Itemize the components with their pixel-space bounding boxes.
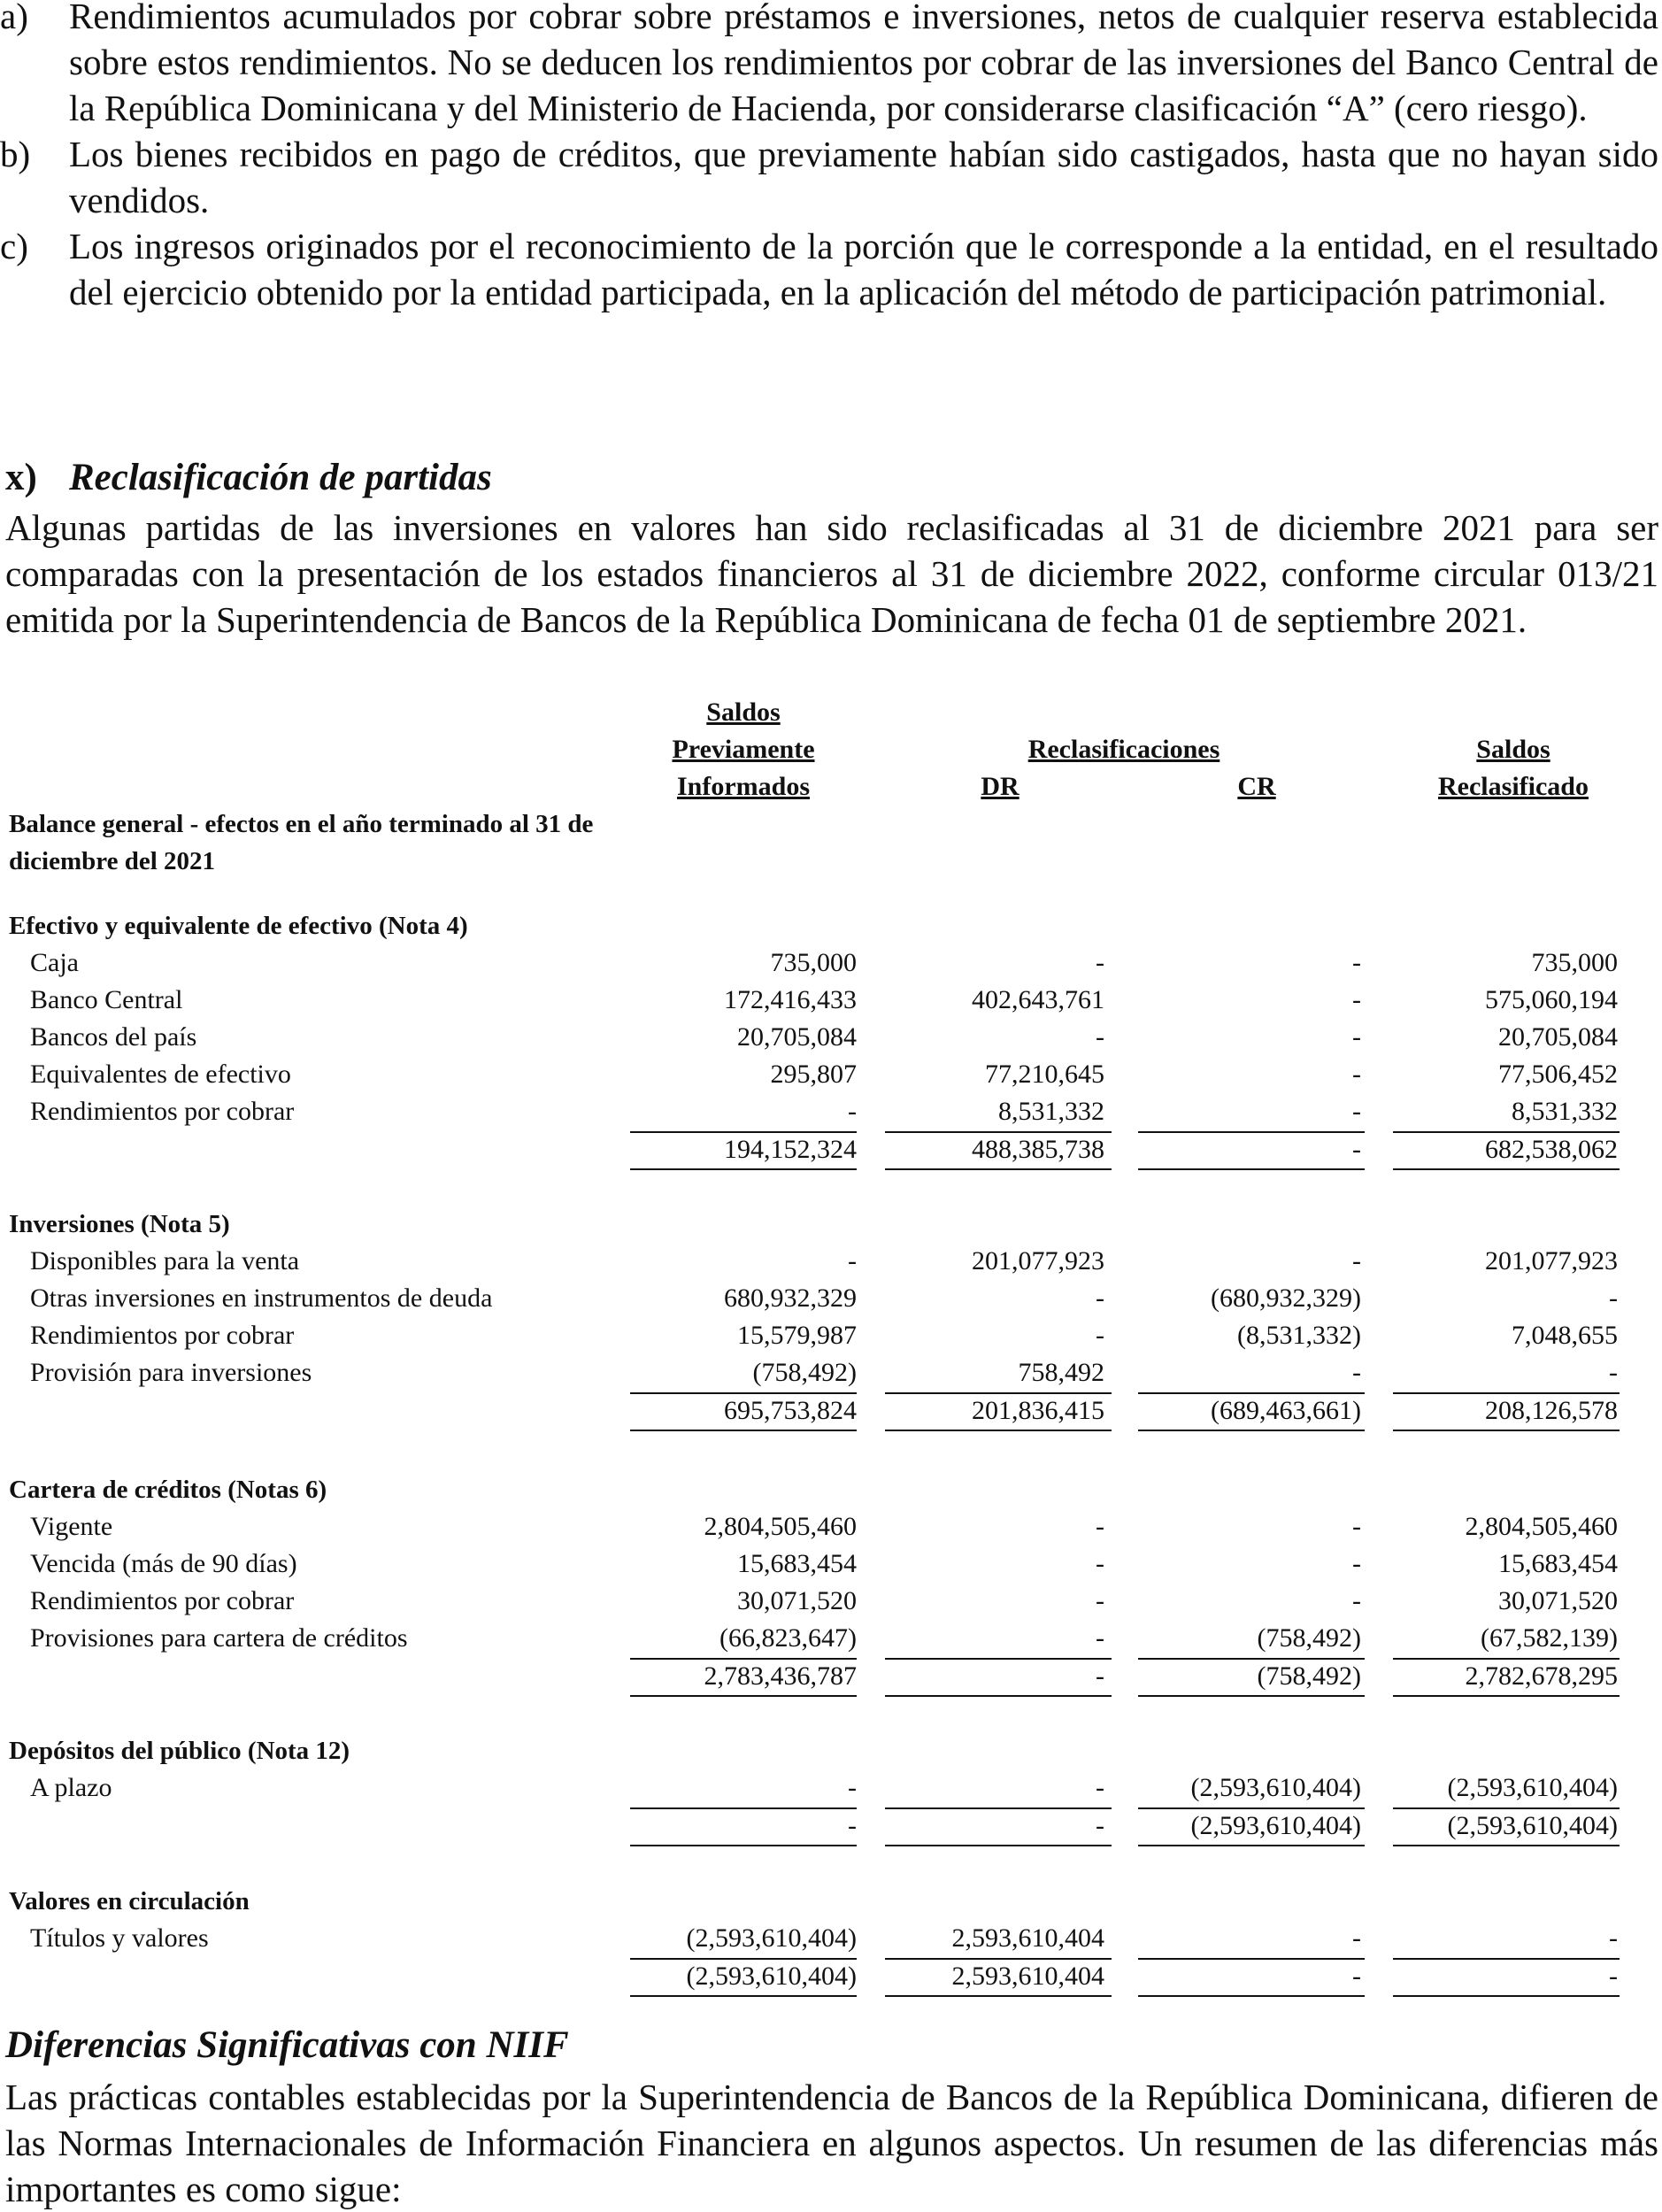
total-rule-bottom <box>1393 1430 1620 1431</box>
total-rule-bottom <box>885 1995 1112 1997</box>
list-text: Rendimientos acumulados por cobrar sobre préstamos e inversiones, netos de cualquier reserva establecida sobre estos rendimientos. No se deducen los rendimientos por cobrar de las inversiones del Banco Central de la República Dominicana y del Ministerio de Hacienda, por considerarse clasificación “A” (cero riesgo). <box>69 0 1658 128</box>
total-col4: 2,782,678,295 <box>1465 1661 1618 1691</box>
cell-col3: (2,593,610,404) <box>1190 1773 1361 1802</box>
row-label: Disponibles para la venta <box>30 1246 300 1276</box>
cell-col4: - <box>1609 1283 1618 1313</box>
cell-col3: - <box>1352 948 1361 977</box>
cell-col3: (680,932,329) <box>1211 1283 1361 1313</box>
table-row <box>0 1621 1662 1656</box>
total-col1: 194,152,324 <box>724 1135 857 1164</box>
total-col4: (2,593,610,404) <box>1447 1811 1618 1840</box>
row-label: Rendimientos por cobrar <box>30 1586 295 1615</box>
total-col2: - <box>1096 1661 1104 1691</box>
cell-col4: 15,683,454 <box>1498 1549 1618 1578</box>
cell-col1: 735,000 <box>770 948 857 977</box>
balance-title: Balance general - efectos en el año terminado al 31 de diciembre del 2021 <box>9 810 594 875</box>
header-previamente: Previamente <box>672 735 815 764</box>
cell-col4: (67,582,139) <box>1481 1623 1618 1653</box>
header-reclasificado: Reclasificado <box>1438 772 1589 801</box>
table-row <box>0 1584 1662 1619</box>
cell-col3: (8,531,332) <box>1237 1321 1361 1350</box>
cell-col3: - <box>1352 1060 1361 1089</box>
list-marker: a) <box>0 0 28 36</box>
cell-col1: (758,492) <box>752 1358 857 1387</box>
cell-col3: - <box>1352 1022 1361 1052</box>
cell-col4: 30,071,520 <box>1498 1586 1618 1615</box>
total-rule-bottom <box>885 1168 1112 1170</box>
header-cr: CR <box>1237 772 1276 801</box>
cell-col3: - <box>1352 1549 1361 1578</box>
row-label: Banco Central <box>30 985 183 1014</box>
cell-col2: - <box>1096 1022 1104 1052</box>
row-label: Vencida (más de 90 días) <box>30 1549 297 1578</box>
total-col1: 695,753,824 <box>724 1396 857 1425</box>
cell-col1: 680,932,329 <box>724 1283 857 1313</box>
cell-col3: - <box>1352 1923 1361 1953</box>
cell-col1: 30,071,520 <box>737 1586 857 1615</box>
total-rule-bottom <box>1138 1430 1365 1431</box>
total-col3: (758,492) <box>1257 1661 1361 1691</box>
total-col2: 2,593,610,404 <box>951 1962 1104 1991</box>
table-row <box>0 1094 1662 1129</box>
row-label: Rendimientos por cobrar <box>30 1097 295 1126</box>
table-row <box>0 1281 1662 1316</box>
total-row <box>0 1393 1662 1429</box>
cell-col2: 8,531,332 <box>998 1097 1104 1126</box>
total-col1: - <box>848 1811 857 1840</box>
total-rule-bottom <box>885 1430 1112 1431</box>
total-rule-bottom <box>1138 1845 1365 1846</box>
row-label: Títulos y valores <box>30 1923 209 1953</box>
cell-col4: 77,506,452 <box>1498 1060 1618 1089</box>
total-rule-bottom <box>630 1995 857 1997</box>
cell-col4: (2,593,610,404) <box>1447 1773 1618 1802</box>
cell-col3: - <box>1352 1246 1361 1276</box>
cell-col2: - <box>1096 1549 1104 1578</box>
row-label: Caja <box>30 948 79 977</box>
section-niif-paragraph: Las prácticas contables establecidas por la Superintendencia de Bancos de la República Dominicana, difieren de las Normas Internacionales de Información Financiera en algunos aspectos. Un resumen de las diferencias más importantes es como sigue: <box>5 2077 1658 2209</box>
row-label: Equivalentes de efectivo <box>30 1060 291 1089</box>
total-col1: (2,593,610,404) <box>686 1962 857 1991</box>
table-row <box>0 1921 1662 1956</box>
total-rule-bottom <box>1393 1168 1620 1170</box>
cell-col4: 575,060,194 <box>1485 985 1618 1014</box>
total-rule-bottom <box>1138 1995 1365 1997</box>
cell-col2: - <box>1096 1512 1104 1541</box>
group-title-efectivo: Efectivo y equivalente de efectivo (Nota 4) <box>9 912 468 940</box>
group-title-valores: Valores en circulación <box>9 1887 250 1915</box>
group-title-depositos: Depósitos del público (Nota 12) <box>9 1737 350 1765</box>
table-row <box>0 1057 1662 1092</box>
total-col3: (689,463,661) <box>1211 1396 1361 1425</box>
cell-col2: 402,643,761 <box>972 985 1104 1014</box>
group-title-inversiones: Inversiones (Nota 5) <box>9 1210 230 1238</box>
cell-col1: 15,683,454 <box>737 1549 857 1578</box>
group-title-cartera: Cartera de créditos (Notas 6) <box>9 1476 327 1504</box>
cell-col1: 15,579,987 <box>737 1321 857 1350</box>
total-col2: - <box>1096 1811 1104 1840</box>
total-rule-bottom <box>630 1695 857 1697</box>
list-text: Los bienes recibidos en pago de créditos, que previamente habían sido castigados, hasta que no hayan sido vendidos. <box>69 134 1658 220</box>
table-row <box>0 945 1662 981</box>
row-label: Bancos del país <box>30 1022 197 1052</box>
total-col4: 682,538,062 <box>1485 1135 1618 1164</box>
cell-col4: 20,705,084 <box>1498 1022 1618 1052</box>
total-row <box>0 1808 1662 1844</box>
cell-col3: - <box>1352 1358 1361 1387</box>
cell-col4: 2,804,505,460 <box>1465 1512 1618 1541</box>
total-col1: 2,783,436,787 <box>704 1661 857 1691</box>
cell-col1: 2,804,505,460 <box>704 1512 857 1541</box>
cell-col1: 295,807 <box>770 1060 857 1089</box>
cell-col4: - <box>1609 1923 1618 1953</box>
total-row <box>0 1132 1662 1168</box>
cell-col1: - <box>848 1246 857 1276</box>
total-col3: (2,593,610,404) <box>1190 1811 1361 1840</box>
total-rule-bottom <box>1138 1695 1365 1697</box>
total-col4: 208,126,578 <box>1485 1396 1618 1425</box>
cell-col1: 20,705,084 <box>737 1022 857 1052</box>
total-col3: - <box>1352 1135 1361 1164</box>
section-niif-heading: Diferencias Significativas con NIIF <box>5 2024 569 2066</box>
total-row <box>0 1959 1662 1994</box>
total-rule-bottom <box>885 1695 1112 1697</box>
list-text: Los ingresos originados por el reconocimiento de la porción que le corresponde a la entidad, en el resultado del ejercicio obtenido por la entidad participada, en la aplicación del método de participación patrimonial. <box>69 226 1658 312</box>
cell-col4: - <box>1609 1358 1618 1387</box>
total-rule-bottom <box>1393 1845 1620 1846</box>
cell-col1: (2,593,610,404) <box>686 1923 857 1953</box>
table-row <box>0 1244 1662 1279</box>
cell-col1: - <box>848 1773 857 1802</box>
table-row <box>0 1509 1662 1545</box>
table-row <box>0 1546 1662 1582</box>
table-row <box>0 1355 1662 1391</box>
total-col4: - <box>1609 1962 1618 1991</box>
total-rule-bottom <box>885 1845 1112 1846</box>
table-row <box>0 1770 1662 1806</box>
total-rule-bottom <box>1138 1168 1365 1170</box>
section-x-paragraph: Algunas partidas de las inversiones en valores han sido reclasificadas al 31 de diciembre 2021 para ser comparadas con la presentación de los estados financieros al 31 de diciembre 2022, conforme circular 013/21 emitida por la Superintendencia de Bancos de la República Dominicana de fecha 01 de septiembre 2021. <box>5 507 1658 640</box>
cell-col3: - <box>1352 985 1361 1014</box>
cell-col3: - <box>1352 1097 1361 1126</box>
total-row <box>0 1659 1662 1694</box>
header-dr: DR <box>981 772 1020 801</box>
section-title: Reclasificación de partidas <box>69 457 492 498</box>
table-row <box>0 983 1662 1018</box>
total-rule-bottom <box>630 1430 857 1431</box>
row-label: Provisiones para cartera de créditos <box>30 1623 408 1653</box>
total-col2: 488,385,738 <box>972 1135 1104 1164</box>
cell-col1: 172,416,433 <box>724 985 857 1014</box>
cell-col4: 735,000 <box>1531 948 1618 977</box>
cell-col4: 8,531,332 <box>1512 1097 1618 1126</box>
cell-col4: 201,077,923 <box>1485 1246 1618 1276</box>
cell-col1: (66,823,647) <box>719 1623 857 1653</box>
total-rule-bottom <box>630 1845 857 1846</box>
row-label: A plazo <box>30 1773 112 1802</box>
cell-col3: - <box>1352 1512 1361 1541</box>
total-rule-bottom <box>630 1168 857 1170</box>
cell-col2: - <box>1096 1773 1104 1802</box>
header-informados: Informados <box>676 772 810 801</box>
section-marker: x) <box>5 457 37 498</box>
header-saldos-4: Saldos <box>1476 735 1550 764</box>
cell-col2: - <box>1096 1321 1104 1350</box>
row-label: Vigente <box>30 1512 113 1541</box>
total-rule-bottom <box>1393 1695 1620 1697</box>
cell-col4: 7,048,655 <box>1512 1321 1618 1350</box>
row-label: Otras inversiones en instrumentos de deuda <box>30 1283 493 1313</box>
total-col2: 201,836,415 <box>972 1396 1104 1425</box>
cell-col2: 77,210,645 <box>985 1060 1104 1089</box>
header-saldos-1: Saldos <box>706 698 781 727</box>
total-col3: - <box>1352 1962 1361 1991</box>
cell-col2: 201,077,923 <box>972 1246 1104 1276</box>
cell-col2: - <box>1096 1623 1104 1653</box>
table-row <box>0 1318 1662 1353</box>
list-marker: c) <box>0 226 28 266</box>
cell-col3: (758,492) <box>1257 1623 1361 1653</box>
cell-col2: - <box>1096 948 1104 977</box>
table-row <box>0 1020 1662 1055</box>
cell-col2: - <box>1096 1586 1104 1615</box>
cell-col3: - <box>1352 1586 1361 1615</box>
header-reclasificaciones: Reclasificaciones <box>1027 735 1220 764</box>
total-rule-bottom <box>1393 1995 1620 1997</box>
cell-col2: - <box>1096 1283 1104 1313</box>
cell-col1: - <box>848 1097 857 1126</box>
row-label: Provisión para inversiones <box>30 1358 312 1387</box>
list-marker: b) <box>0 134 31 174</box>
cell-col2: 758,492 <box>1018 1358 1104 1387</box>
cell-col2: 2,593,610,404 <box>951 1923 1104 1953</box>
row-label: Rendimientos por cobrar <box>30 1321 295 1350</box>
